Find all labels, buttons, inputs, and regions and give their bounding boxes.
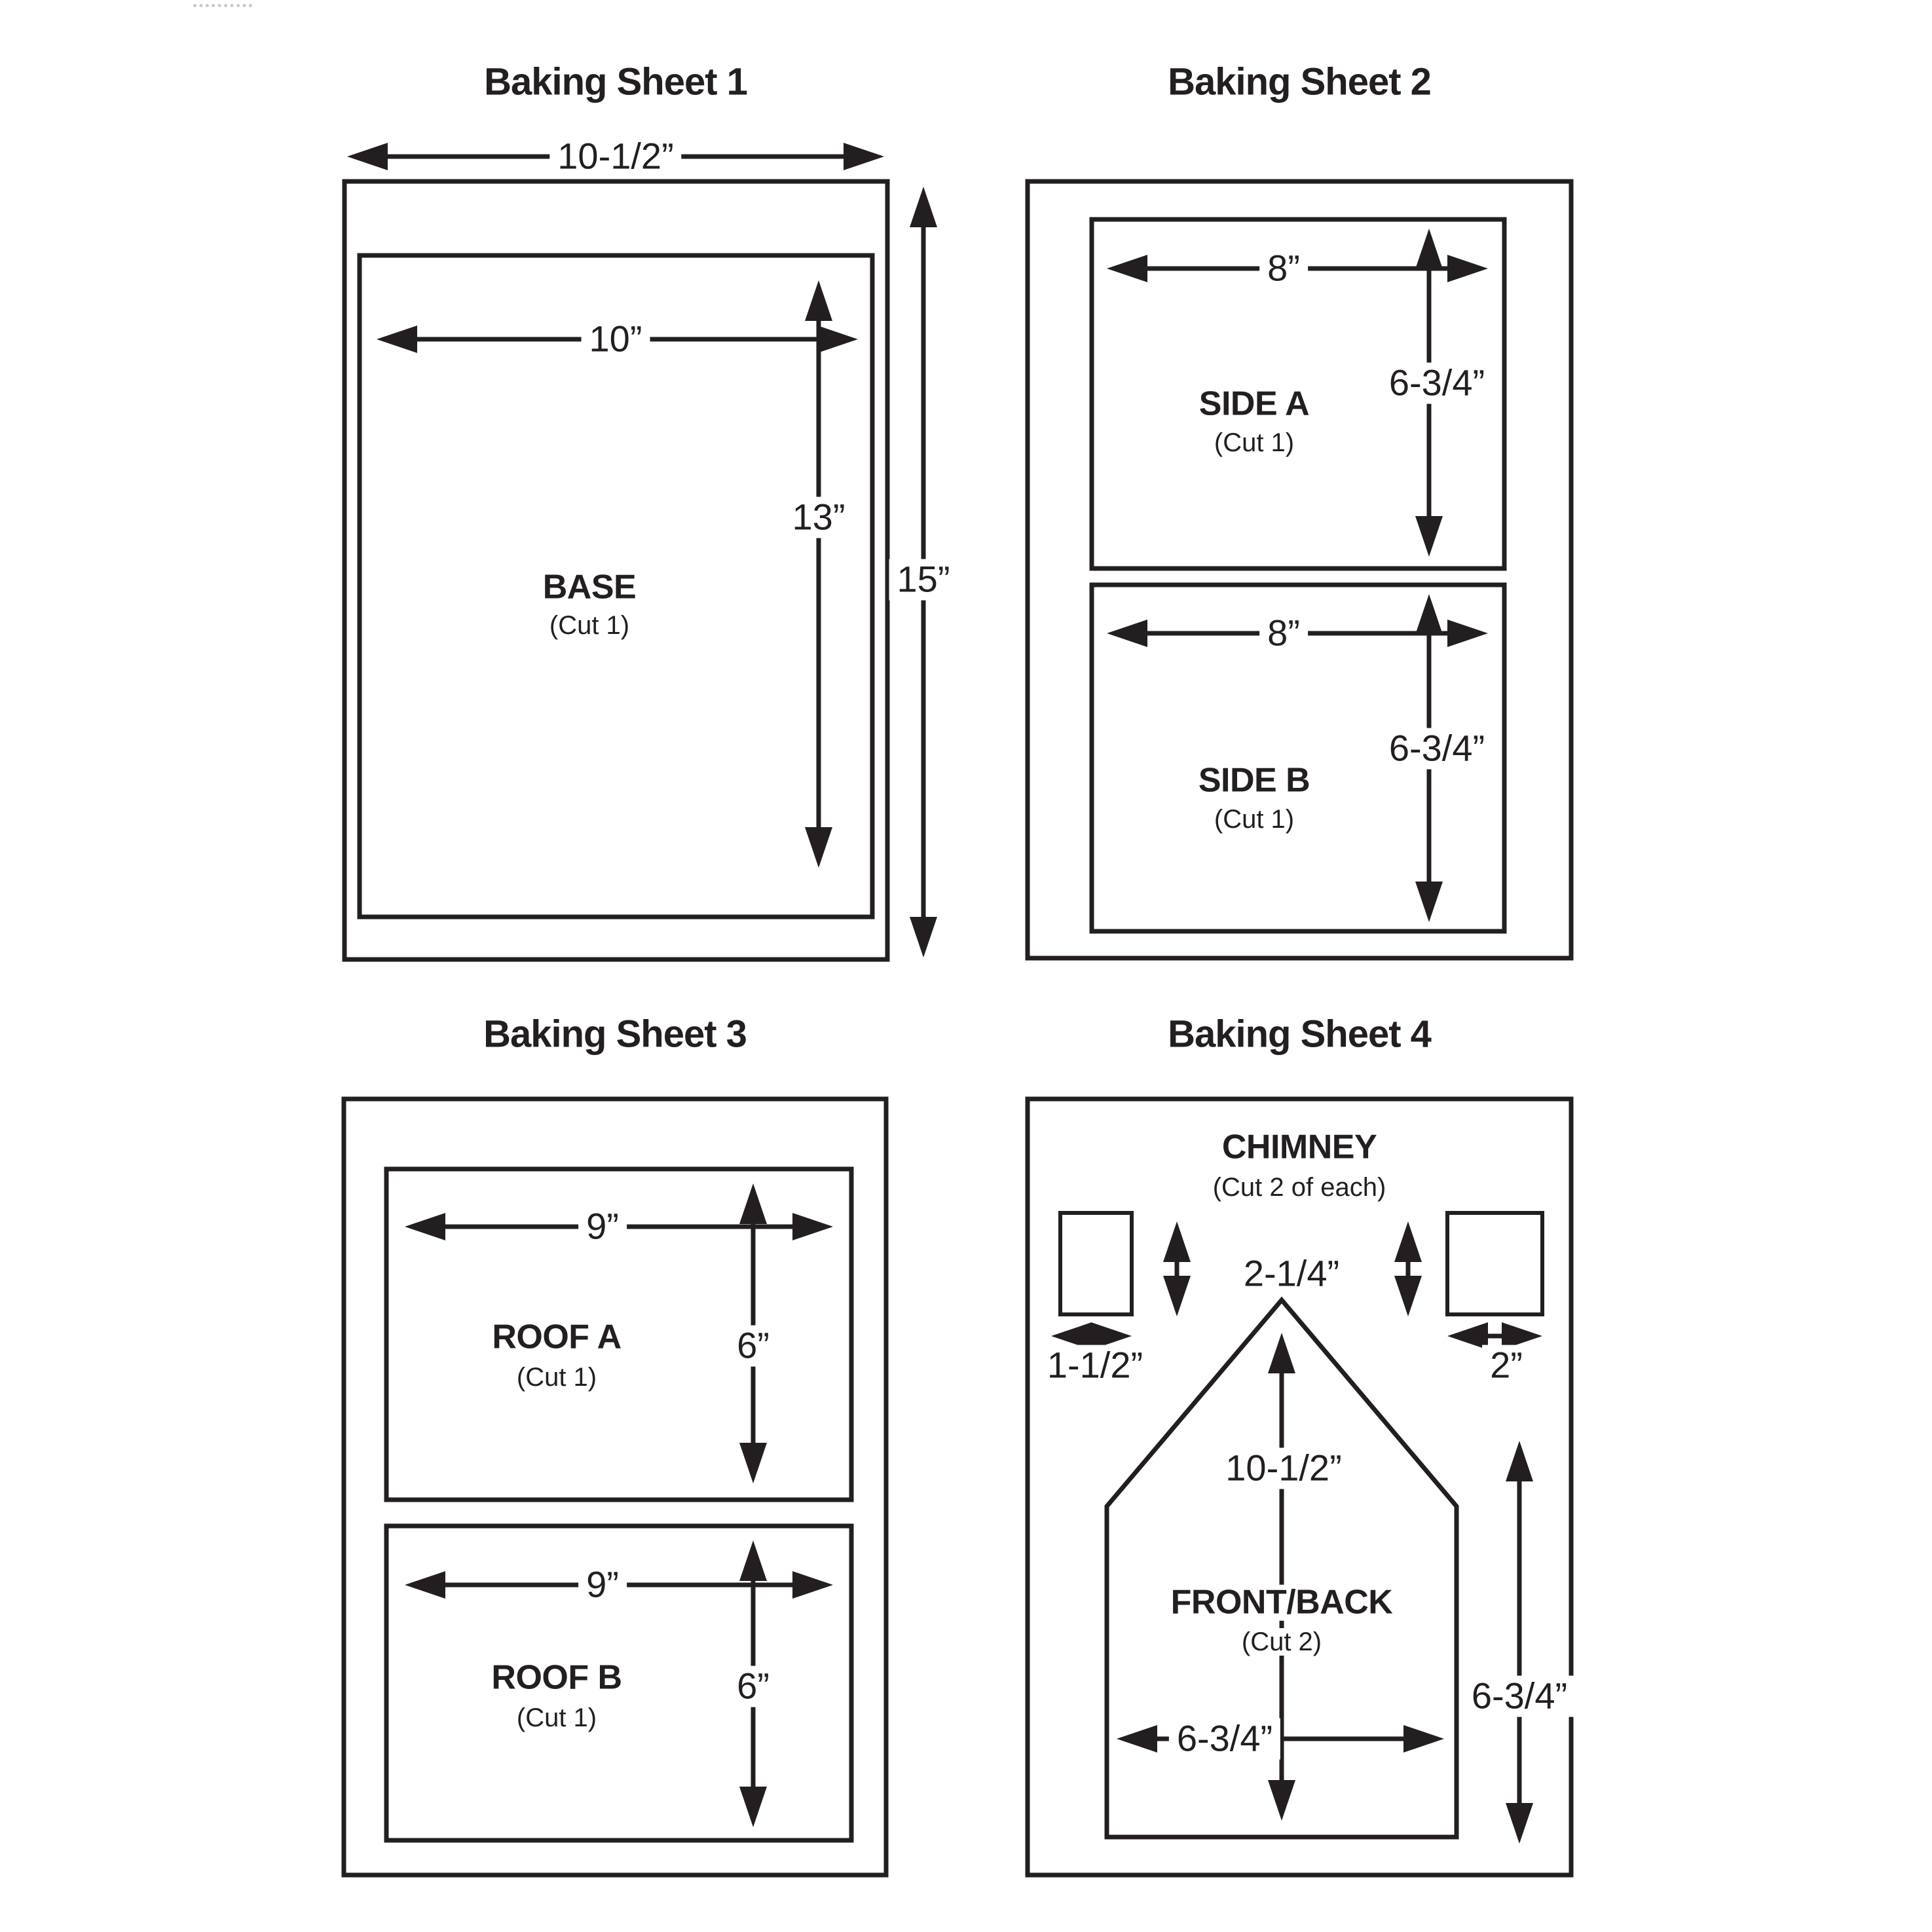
chimney-cut-label: (Cut 2 of each) xyxy=(1208,1174,1392,1201)
roofB-cut-label: (Cut 1) xyxy=(511,1704,602,1732)
roofB-height-label: 6” xyxy=(729,1666,777,1707)
sideA-height-label: 6-3/4” xyxy=(1381,363,1493,404)
frontback-piece-label: FRONT/BACK xyxy=(1164,1585,1400,1621)
sheet1-outer-width-label: 10-1/2” xyxy=(549,136,681,177)
sheet1-outer-height-label: 15” xyxy=(889,559,958,601)
frontback-side-height-label: 6-3/4” xyxy=(1464,1676,1575,1717)
sheet3-title: Baking Sheet 3 xyxy=(477,1014,753,1056)
sheet1-title: Baking Sheet 1 xyxy=(477,62,754,104)
chimney-left-rect xyxy=(1060,1213,1132,1314)
frontback-width-label: 6-3/4” xyxy=(1169,1718,1280,1760)
dim-arrow-634-house-h xyxy=(1506,1441,1533,1844)
sideB-width-label: 8” xyxy=(1259,613,1308,654)
roofB-piece-label: ROOF B xyxy=(485,1660,628,1696)
sideB-cut-label: (Cut 1) xyxy=(1209,806,1299,833)
sideB-piece-label: SIDE B xyxy=(1192,763,1316,799)
roofA-height-label: 6” xyxy=(729,1326,777,1367)
roofA-width-label: 9” xyxy=(578,1206,627,1248)
sideA-piece-label: SIDE A xyxy=(1193,386,1316,422)
dim-arrow-chimney-hL xyxy=(1163,1221,1191,1316)
frontback-height-label: 10-1/2” xyxy=(1217,1448,1349,1489)
dim-arrow-13 xyxy=(805,280,832,868)
roofB-width-label: 9” xyxy=(578,1565,627,1606)
sideA-width-label: 8” xyxy=(1259,248,1308,289)
sheet4-title: Baking Sheet 4 xyxy=(1161,1014,1438,1056)
sideB-height-label: 6-3/4” xyxy=(1381,728,1493,770)
sheet2-title: Baking Sheet 2 xyxy=(1161,62,1438,104)
dim-arrow-chimney-hR xyxy=(1394,1221,1422,1316)
base-piece-label: BASE xyxy=(536,570,642,606)
chimney-right-rect xyxy=(1447,1213,1542,1314)
frontback-cut-label: (Cut 2) xyxy=(1236,1628,1327,1656)
roofA-cut-label: (Cut 1) xyxy=(511,1364,602,1391)
sheet1-inner-width-label: 10” xyxy=(582,319,650,360)
sideA-cut-label: (Cut 1) xyxy=(1209,429,1299,456)
sheet1-inner-height-label: 13” xyxy=(785,497,853,538)
chimney-piece-label: CHIMNEY xyxy=(1216,1130,1383,1166)
chimney-left-width-label: 1-1/2” xyxy=(1039,1345,1151,1386)
roofA-piece-label: ROOF A xyxy=(485,1320,627,1356)
chimney-height-label: 2-1/4” xyxy=(1236,1254,1347,1295)
base-cut-label: (Cut 1) xyxy=(544,612,635,639)
chimney-right-width-label: 2” xyxy=(1482,1345,1531,1386)
